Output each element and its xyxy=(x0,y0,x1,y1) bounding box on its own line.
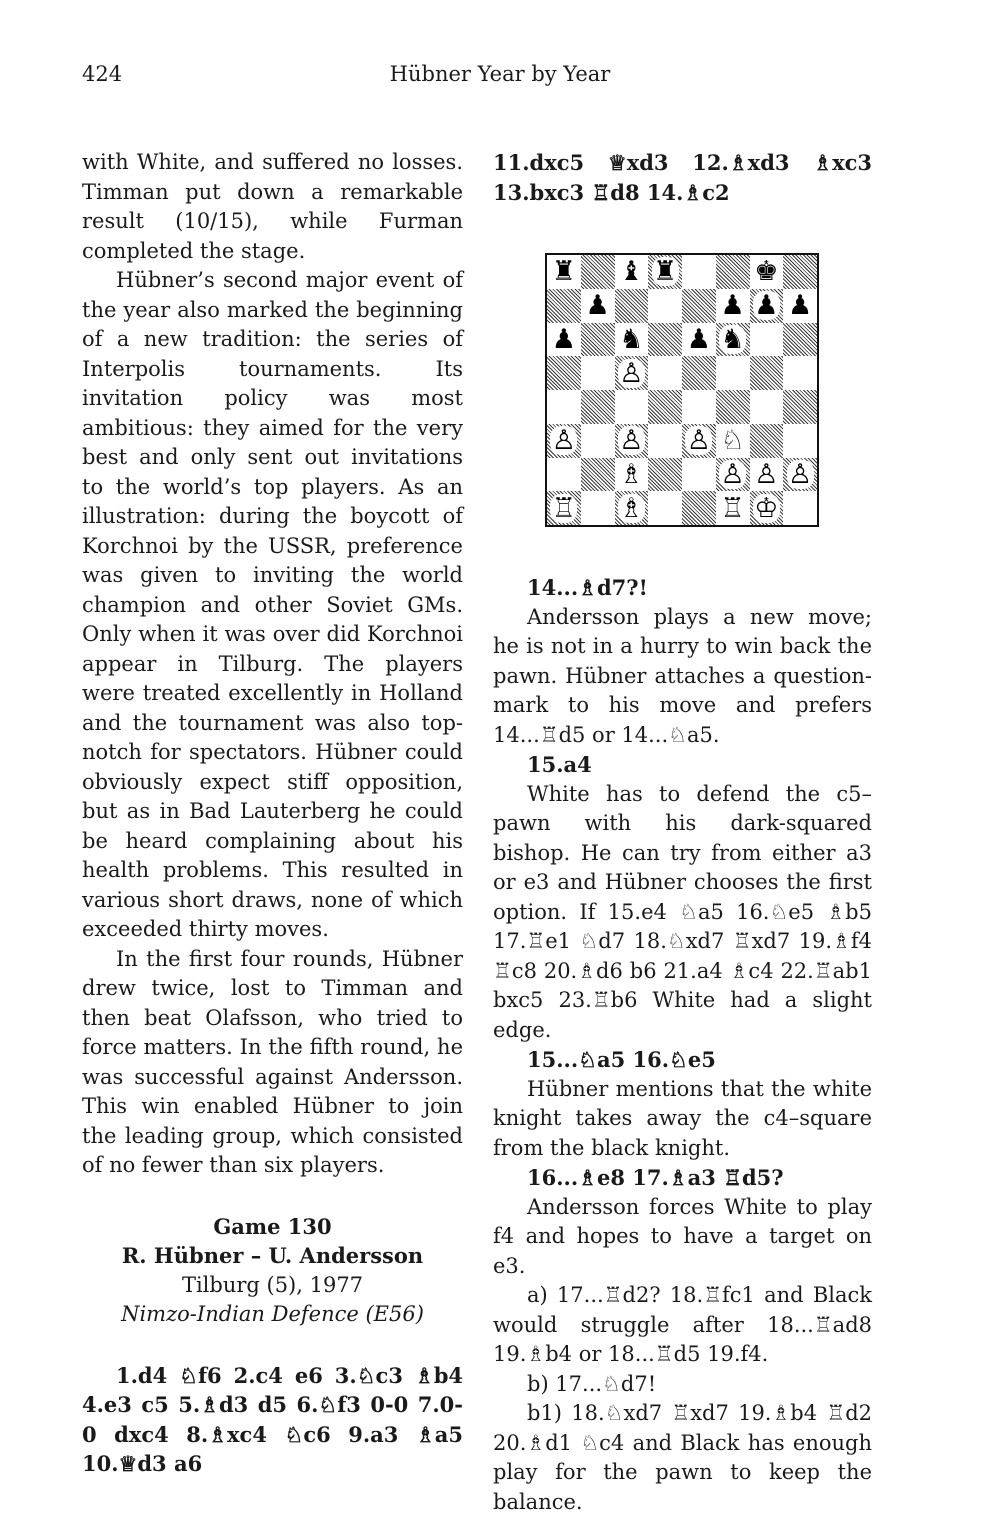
black-pawn-icon: ♟ xyxy=(754,290,779,322)
board-square xyxy=(783,289,817,323)
board-square xyxy=(547,289,581,323)
board-square xyxy=(547,323,581,357)
board-square xyxy=(750,491,784,525)
board-square xyxy=(615,390,649,424)
board-square xyxy=(682,458,716,492)
board-square xyxy=(750,356,784,390)
board-square xyxy=(648,424,682,458)
board-square xyxy=(581,424,615,458)
game-header xyxy=(82,1212,463,1330)
page-number: 424 xyxy=(82,62,123,86)
board-square xyxy=(716,458,750,492)
board-square xyxy=(682,491,716,525)
board-square xyxy=(648,289,682,323)
board-square xyxy=(716,356,750,390)
board-square xyxy=(682,390,716,424)
board-square xyxy=(783,356,817,390)
white-rook-icon: ♖ xyxy=(720,492,745,524)
white-pawn-icon: ♙ xyxy=(720,458,745,490)
board-square xyxy=(648,458,682,492)
board-square xyxy=(615,424,649,458)
black-pawn-icon: ♟ xyxy=(551,323,576,355)
board-square xyxy=(615,255,649,289)
board-square xyxy=(615,458,649,492)
game-opening: Nimzo-Indian Defence (E56) xyxy=(121,1302,424,1326)
book-title: Hübner Year by Year xyxy=(389,62,611,86)
board-square xyxy=(750,390,784,424)
board-square xyxy=(648,255,682,289)
board-square xyxy=(716,390,750,424)
board-square xyxy=(716,323,750,357)
white-knight-icon: ♘ xyxy=(720,425,745,457)
board-square xyxy=(716,289,750,323)
paragraph: In the first four rounds, Hübner drew twice, lost to Timman and then beat Olafsson, who tried to force matters. In the fifth round, he was successful against Andersson. This win enabled Hübner to join the leading group, which consisted of no fewer than six players. xyxy=(82,946,463,1177)
board-square xyxy=(648,356,682,390)
board-square xyxy=(783,424,817,458)
board-square xyxy=(615,491,649,525)
board-square xyxy=(581,390,615,424)
board-square xyxy=(581,491,615,525)
black-pawn-icon: ♟ xyxy=(686,323,711,355)
board-square xyxy=(783,323,817,357)
board-square xyxy=(682,424,716,458)
board-square xyxy=(547,390,581,424)
white-bishop-icon: ♗ xyxy=(619,492,644,524)
black-bishop-icon: ♝ xyxy=(619,256,644,288)
paragraph: with White, and suffered no losses. Timman put down a remarkable result (10/15), while Furman completed the stage. xyxy=(82,150,463,263)
black-knight-icon: ♞ xyxy=(619,323,644,355)
board-square xyxy=(581,289,615,323)
black-rook-icon: ♜ xyxy=(653,256,678,288)
paragraph: b1) 18.♘xd7 ♖xd7 19.♗b4 ♖d2 20.♗d1 ♘c4 and Black has enough play for the pawn to keep the balance. xyxy=(493,1401,872,1514)
board-square xyxy=(547,424,581,458)
white-pawn-icon: ♙ xyxy=(551,425,576,457)
board-square xyxy=(648,323,682,357)
board-square xyxy=(581,356,615,390)
board-square xyxy=(783,255,817,289)
game-moves: 11.dxc5 ♕xd3 12.♗xd3 ♗xc3 13.bxc3 ♖d8 14.♗c2 xyxy=(493,150,872,205)
board-square xyxy=(783,390,817,424)
move-annotation: 16...♗e8 17.♗a3 ♖d5? xyxy=(527,1165,784,1190)
game-number: Game 130 xyxy=(213,1213,332,1239)
board-square xyxy=(716,255,750,289)
paragraph: Andersson plays a new move; he is not in a hurry to win back the pawn. Hübner attaches a question-mark to his move and prefers 14...♖d5 or 14...♘a5. xyxy=(493,604,872,747)
white-pawn-icon: ♙ xyxy=(686,425,711,457)
move-annotation: 15...♘a5 16.♘e5 xyxy=(527,1047,716,1072)
board-square xyxy=(682,289,716,323)
board-square xyxy=(581,458,615,492)
board-square xyxy=(750,289,784,323)
paragraph: a) 17...♖d2? 18.♖fc1 and Black would struggle after 18...♖ad8 19.♗b4 or 18...♖d5 19.f4. xyxy=(493,1283,872,1366)
board-square xyxy=(682,323,716,357)
game-players: R. Hübner – U. Andersson xyxy=(121,1243,424,1268)
move-annotation: 14...♗d7?! xyxy=(527,575,648,600)
black-rook-icon: ♜ xyxy=(551,256,576,288)
board-square xyxy=(581,255,615,289)
board-square xyxy=(716,491,750,525)
board-square xyxy=(682,356,716,390)
board-square xyxy=(750,458,784,492)
black-knight-icon: ♞ xyxy=(720,323,745,355)
board-square xyxy=(547,255,581,289)
board-square xyxy=(750,424,784,458)
board-square xyxy=(750,323,784,357)
board-square xyxy=(547,491,581,525)
board-square xyxy=(615,323,649,357)
board-square xyxy=(648,390,682,424)
white-king-icon: ♔ xyxy=(754,492,779,524)
board-square xyxy=(716,424,750,458)
board-square xyxy=(783,458,817,492)
game-moves: 1.d4 ♘f6 2.c4 e6 3.♘c3 ♗b4 4.e3 c5 5.♗d3 d5 6.♘f3 0-0 7.0-0 dxc4 8.♗xc4 ♘c6 9.a3 ♗a5 10.♕d3 a6 xyxy=(82,1362,463,1476)
chess-board xyxy=(545,253,819,527)
left-column xyxy=(82,148,463,1479)
board-square xyxy=(581,323,615,357)
black-pawn-icon: ♟ xyxy=(720,290,745,322)
paragraph: b) 17...♘d7! xyxy=(527,1371,657,1396)
black-king-icon: ♚ xyxy=(754,256,779,288)
white-pawn-icon: ♙ xyxy=(619,425,644,457)
white-bishop-icon: ♗ xyxy=(619,458,644,490)
black-pawn-icon: ♟ xyxy=(788,290,813,322)
move-annotation: 15.a4 xyxy=(527,752,592,777)
board-square xyxy=(615,289,649,323)
white-rook-icon: ♖ xyxy=(551,492,576,524)
paragraph: White has to defend the c5–pawn with his dark-squared bishop. He can try from either a3 or e3 and Hübner chooses the first option. If 15.e4 ♘a5 16.♘e5 ♗b5 17.♖e1 ♘d7 18.♘xd7 ♖xd7 19.♗f4 ♖c8 20.♗d6 b6 21.a4 ♗c4 22.♖ab1 bxc5 23.♖b6 White had a slight edge. xyxy=(493,781,872,1042)
paragraph: Andersson forces White to play f4 and hopes to have a target on e3. xyxy=(493,1194,872,1278)
white-pawn-icon: ♙ xyxy=(619,357,644,389)
board-square xyxy=(615,356,649,390)
board-square xyxy=(648,491,682,525)
board-square xyxy=(682,255,716,289)
white-pawn-icon: ♙ xyxy=(788,458,813,490)
white-pawn-icon: ♙ xyxy=(754,458,779,490)
board-square xyxy=(547,356,581,390)
right-column xyxy=(493,148,872,1517)
board-square xyxy=(750,255,784,289)
board-square xyxy=(547,458,581,492)
chess-diagram xyxy=(545,253,819,527)
board-square xyxy=(783,491,817,525)
game-event: Tilburg (5), 1977 xyxy=(181,1272,364,1297)
paragraph: Hübner’s second major event of the year also marked the beginning of a new tradition: the series of Interpolis tournaments. Its invitation policy was most ambitious: they aimed for the very best and only sent out invitations to the world’s top players. As an illustration: during the boycott of Korchnoi by the USSR, preference was given to inviting the world champion and other Soviet GMs. Only when it was over did Korchnoi appear in Tilburg. The players were treated excellently in Holland and the tournament was also top-notch for spectators. Hübner could obviously expect stiff opposition, but as in Bad Lauterberg he could be heard complaining about his health problems. This resulted in various short draws, none of which exceeded thirty moves. xyxy=(82,268,463,941)
paragraph: Hübner mentions that the white knight takes away the c4–square from the black knight. xyxy=(493,1076,872,1160)
black-pawn-icon: ♟ xyxy=(585,290,610,322)
running-head xyxy=(0,62,1000,94)
